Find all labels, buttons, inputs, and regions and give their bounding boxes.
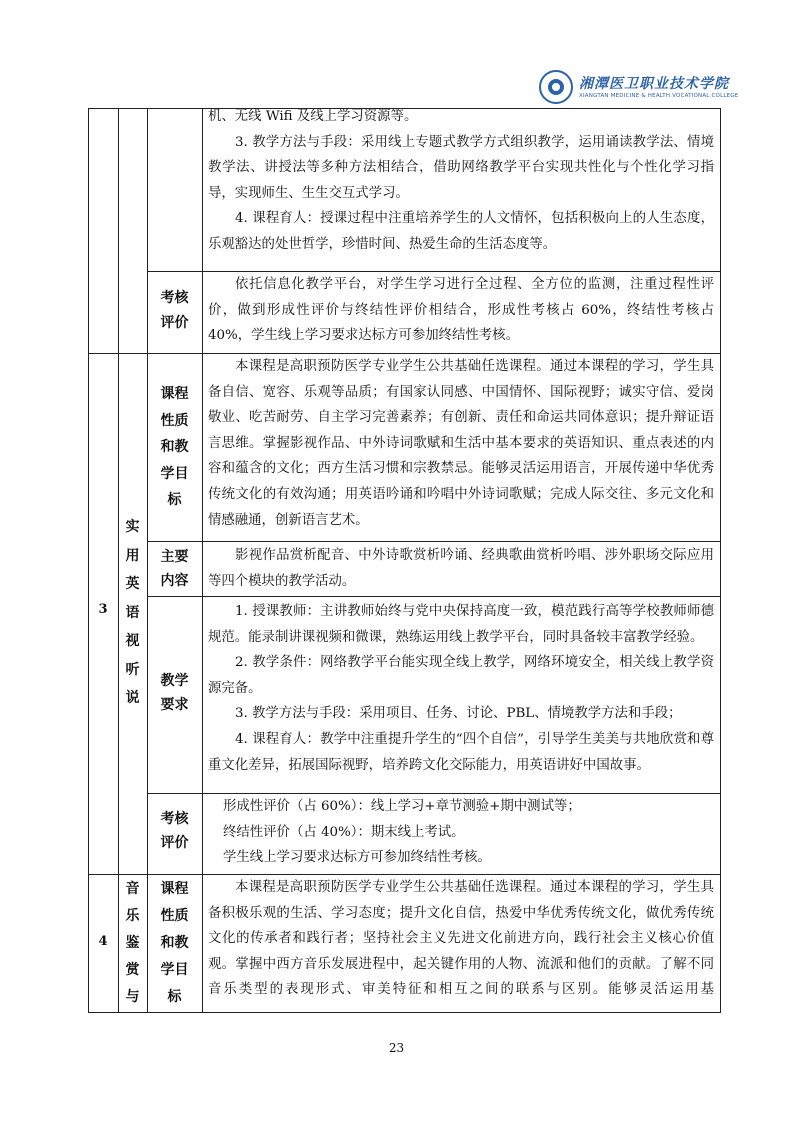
course-3-nature-text: 本课程是高职预防医学专业学生公共基础任选课程。通过本课程的学习，学生具备自信、宽容、乐观等品质；有国家认同感、中国情怀、国际视野；诚实守信、爱岗敬业、吃苦耐劳、自主学习完善素养；有创新、责任和命运共同体意识；提升辩证语言思维。掌握影视作品、中外诗词歌赋和生活中基本要求的英语知识、重点表述的内容和蕴含的文化；西方生活习惯和宗教禁忌。能够灵活运用语言，开展传递中华优秀传统文化的有效沟通；用英语吟诵和吟唱中外诗词歌赋；完成人际交往、多元文化和情感融通，创新语言艺术。 [208,359,714,528]
course-3-nature-cell [208,354,714,533]
continued-teaching-requirements [208,104,714,258]
course-4-nature-text: 本课程是高职预防医学专业学生公共基础任选课程。通过本课程的学习，学生具备积极乐观的生活、学习态度；提升文化自信，热爱中华优秀传统文化，做优秀传统文化的传承者和践行者；坚持社会主义先进文化前进方向，践行社会主义核心价值观。掌握中西方音乐发展进程中，起关键作用的人物、流派和他们的贡献。了解不同音乐类型的表现形式、审美特征和相互之间的联系与区别。能够灵活运用基 [208,880,714,998]
course-3-assess-item: 终结性评价（占 40%）：期末线上考试。 [223,824,465,840]
req-line-2: 4. 课程育人：授课过程中注重培养学生的人文情怀，包括积极向上的人生态度，乐观豁达的处世哲学，珍惜时间、热爱生命的生活态度等。 [208,211,714,252]
course-4-nature-cell [208,875,714,1011]
course-3-assess-item: 形成性评价（占 60%）：线上学习+章节测验+期中测试等； [223,799,581,814]
course-3-name-char: 视 [125,633,140,649]
course-3-assess-cell [208,794,714,871]
course-3-name-char: 用 [125,547,140,564]
course-4-name-char: 赏 [125,962,140,978]
course-3-content-cell [208,543,714,594]
course-3-req-label: 教学 要求 [160,673,189,713]
req-line-1: 3. 教学方法与手段：采用线上专题式教学方式组织教学，运用诵读教学法、情境教学法、讲授法等多种方法相结合，借助网络教学平台实现共性化与个性化学习指导，实现师生、生生交互式学习。 [208,134,714,201]
college-name-cn: 湘潭医卫职业技术学院 [579,76,729,92]
course-3-req-item: 2. 教学条件：网络教学平台能实现全线上教学，网络环境安全，相关线上教学资源完备。 [208,655,714,696]
course-4-name-char: 与 [125,989,140,1005]
assessment-label-text: 考核评价 [160,290,189,331]
page-number: 23 [388,1041,405,1055]
course-3-name-char: 语 [125,604,140,621]
course-4-number: 4 [98,934,108,949]
course-3-req-item: 3. 教学方法与手段：采用项目、任务、讨论、PBL、情境教学方法和手段； [235,706,682,722]
college-name-en: XIANGTAN MEDICINE & HEALTH VOCATIONAL COLLEGE [579,93,739,99]
course-3-assess-label: 考核 评价 [160,811,189,851]
course-4-name-char: 音 [125,881,140,897]
course-3-name [118,513,147,713]
course-4-name [118,876,147,1011]
req-line-0: 机、无线 Wifi 及线上学习资源等。 [208,109,418,124]
course-3-req-cell [208,599,714,778]
course-3-nature-label: 课程 性质 和教 学目 标 [160,386,189,508]
course-3-assess-item: 学生线上学习要求达标方可参加终结性考核。 [223,850,491,866]
assessment-label [147,286,202,336]
course-3-name-char: 说 [125,690,140,706]
assessment-text-cell [208,272,714,349]
college-logo [539,70,739,108]
course-3-req-item: 1. 授课教师：主讲教师始终与党中央保持高度一致，模范践行高等学校教师师德规范。能录制讲课视频和微课，熟练运用线上教学平台，同时具备较丰富教学经验。 [208,604,714,645]
course-3-name-char: 英 [125,576,140,592]
course-3-number: 3 [98,602,108,617]
course-3-name-char: 实 [125,519,140,535]
course-4-name-char: 乐 [125,908,140,924]
assessment-text: 依托信息化教学平台，对学生学习进行全过程、全方位的监测，注重过程性评价，做到形成性评价与终结性评价相结合，形成性考核占 60%，终结性考核占 40%，学生线上学习要求达标方可参加终结性考核。 [208,277,714,344]
course-4-nature-label: 课程 性质 和教 学目 标 [160,881,189,1005]
course-3-content-text: 影视作品赏析配音、中外诗歌赏析吟诵、经典歌曲赏析吟唱、涉外职场交际应用等四个模块的教学活动。 [208,548,714,589]
course-3-req-item: 4. 课程育人：教学中注重提升学生的“四个自信”，引导学生美美与共地欣赏和尊重文化差异，拓展国际视野，培养跨文化交际能力，用英语讲好中国故事。 [208,731,714,773]
course-3-content-label: 主要 内容 [160,549,189,589]
college-emblem-icon [539,70,573,104]
course-3-name-char: 听 [125,661,140,678]
course-4-name-char: 鉴 [125,935,140,951]
